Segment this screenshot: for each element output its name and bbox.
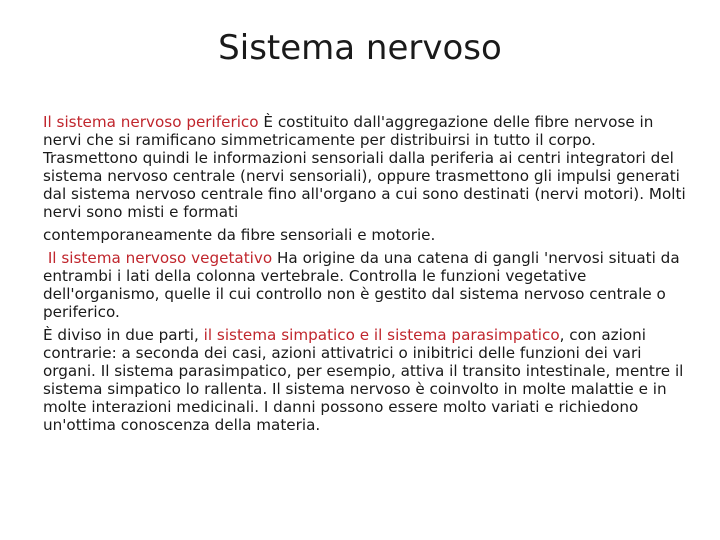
paragraph-peripheral-text: È costituito dall'aggregazione delle fibre nervose in nervi che si ramificano simmetricamente per distribuirsi in tutto il corpo. Trasmettono quindi le informazioni sensoriali dalla periferia ai centri integratori del sistema nervoso centrale (nervi sensoriali), oppure trasmettono gli impulsi generati dal sistema nervoso centrale fino all'organo a cui sono destinati (nervi motori). Molti nervi sono misti e formati [43, 113, 686, 221]
paragraph-vegetative-text: Ha origine da una catena di gangli 'nervosi situati da entrambi i lati della colonna vertebrale. Controlla le funzioni vegetative dell'organismo, quelle il cui controllo non è gestito dal sistema nervoso centrale o periferico. [43, 249, 680, 321]
paragraph-sympathetic-text: , con azioni contrarie: a seconda dei casi, azioni attivatrici o inibitrici delle funzioni dei vari organi. Il sistema parasimpatico, per esempio, attiva il transito intestinale, mentre il sistema simpatico lo rallenta. Il sistema nervoso è coinvolto in molte malattie e in molte interazioni medicinali. I danni possono essere molto variati e richiedono un'ottima conoscenza della materia. [43, 326, 684, 434]
term-peripheral-nervous-system: Il sistema nervoso periferico [43, 113, 259, 131]
paragraph-peripheral-continued-text: contemporaneamente da fibre sensoriali e motorie. [43, 226, 436, 244]
paragraph-vegetative [43, 249, 693, 321]
term-sympathetic-parasympathetic: il sistema simpatico e il sistema parasimpatico [203, 326, 560, 344]
term-vegetative-nervous-system: Il sistema nervoso vegetativo [47, 249, 273, 267]
slide-title: Sistema nervoso [218, 28, 502, 68]
paragraph-sympathetic [43, 326, 693, 434]
paragraph-peripheral [43, 113, 693, 221]
slide-body [43, 113, 693, 434]
paragraph-sympathetic-prefix: È diviso in due parti, [43, 326, 204, 344]
paragraph-peripheral-continued [43, 226, 693, 244]
